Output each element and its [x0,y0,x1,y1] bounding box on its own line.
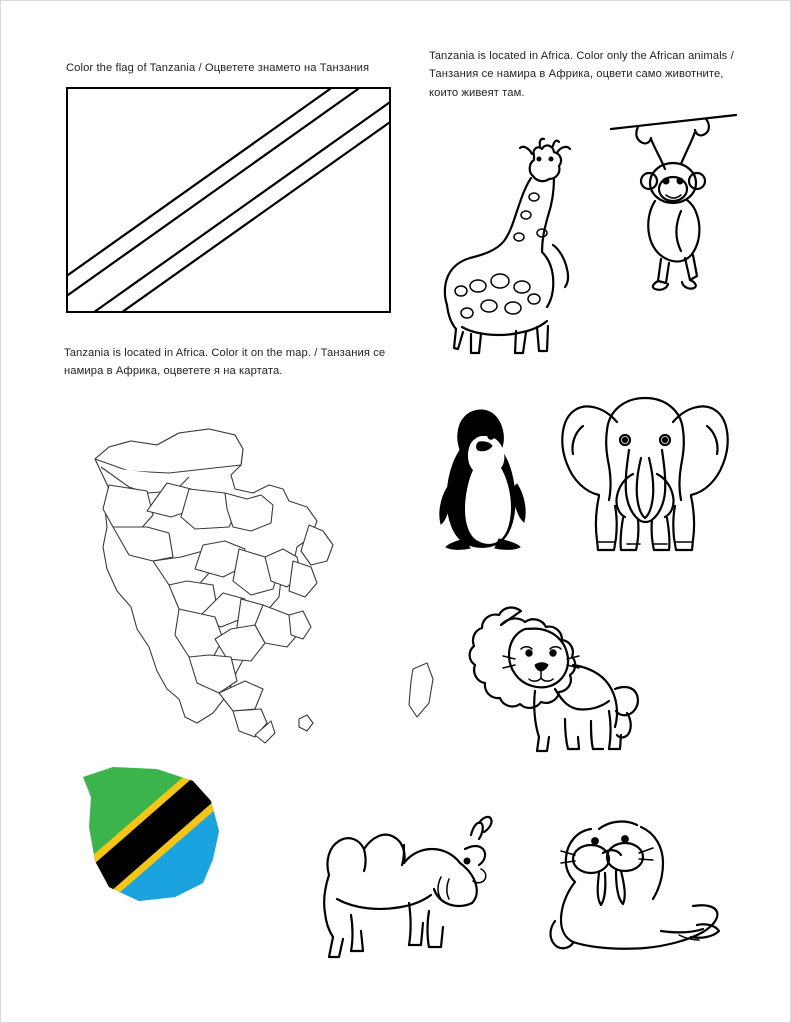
flag-outline-to-color[interactable] [66,87,391,313]
instruction-flag: Color the flag of Tanzania / Оцветете знамето на Танзания [66,62,370,74]
lion-figure[interactable] [469,593,649,758]
monkey-figure[interactable] [611,111,736,291]
instruction-map: Tanzania is located in Africa. Color it on the map. / Танзания се намира в Африка, оцветете я на картата. [64,347,386,378]
tanzania-flag-map[interactable] [61,753,246,913]
walrus-figure[interactable] [529,811,729,951]
africa-map-outline[interactable] [57,389,407,764]
elephant-figure[interactable] [553,386,738,556]
penguin-figure[interactable] [429,406,539,551]
giraffe-figure[interactable] [416,141,586,356]
camel-figure[interactable] [289,783,514,963]
instruction-animals: Tanzania is located in Africa. Color only the African animals / Танзания се намира в Африка, оцвети само животните, които живеят там. [429,50,734,99]
